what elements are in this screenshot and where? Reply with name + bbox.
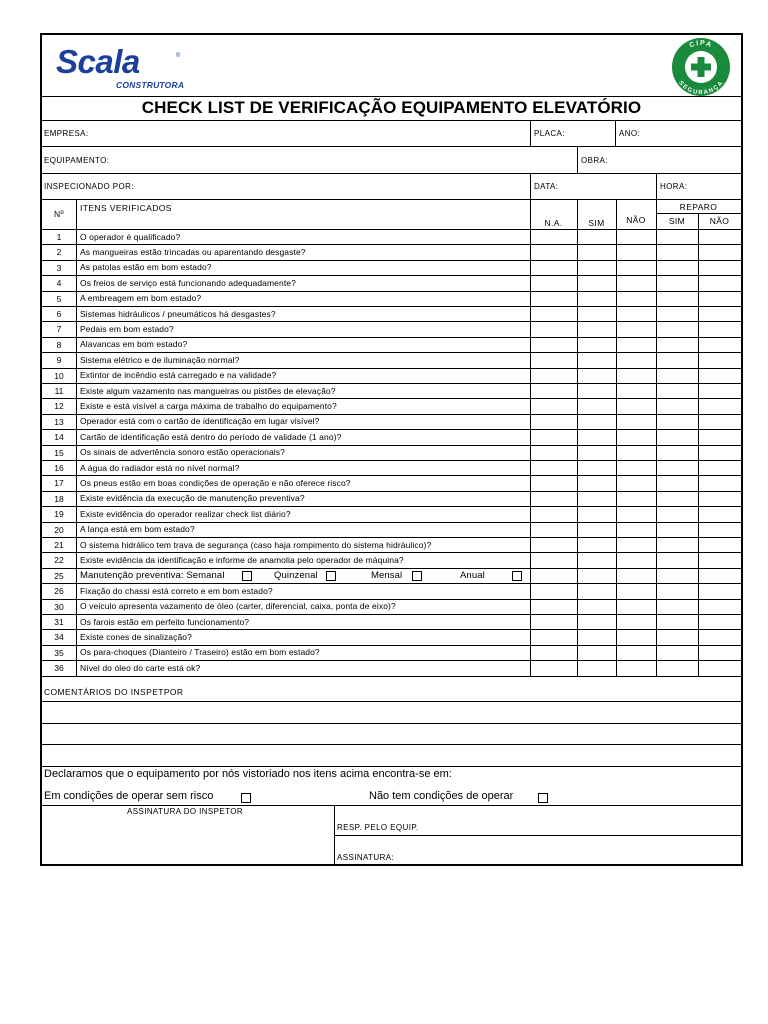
repair-nao-cell[interactable] <box>699 384 741 398</box>
repair-nao-cell[interactable] <box>699 322 741 336</box>
equipamento-label: EQUIPAMENTO: <box>44 156 110 165</box>
answer-nao-cell[interactable] <box>617 461 656 475</box>
item-question: Sistemas hidráulicos / pneumáticos há desgastes? <box>80 308 276 319</box>
answer-sim-cell[interactable] <box>578 615 616 629</box>
ano-label: ANO: <box>619 129 641 138</box>
answer-nao-cell[interactable] <box>617 661 656 675</box>
company-logo <box>56 43 186 93</box>
repair-sim-cell[interactable] <box>657 369 698 383</box>
repair-sim-cell[interactable] <box>657 230 698 244</box>
answer-sim-cell[interactable] <box>578 600 616 614</box>
answer-na-cell[interactable] <box>531 507 577 521</box>
answer-sim-cell[interactable] <box>578 569 616 583</box>
item-number: 26 <box>54 586 64 597</box>
repair-nao-cell[interactable] <box>699 261 741 275</box>
repair-sim-cell[interactable] <box>657 661 698 675</box>
answer-na-cell[interactable] <box>531 584 577 598</box>
item-number: 35 <box>54 647 64 658</box>
repair-nao-cell[interactable] <box>699 476 741 490</box>
answer-nao-cell[interactable] <box>617 353 656 367</box>
answer-sim-cell[interactable] <box>578 630 616 644</box>
item-number: 21 <box>54 540 64 550</box>
item-question: O sistema hidrálico tem trava de segurança (caso haja rompimento do sistema hidráulico)? <box>80 539 432 550</box>
answer-nao-cell[interactable] <box>617 507 656 521</box>
answer-sim-cell[interactable] <box>578 461 616 475</box>
repair-sim-cell[interactable] <box>657 492 698 506</box>
repair-nao-cell[interactable] <box>699 292 741 306</box>
answer-sim-cell[interactable] <box>578 261 616 275</box>
repair-nao-cell[interactable] <box>699 245 741 259</box>
answer-nao-cell[interactable] <box>617 245 656 259</box>
inspector-signature-field[interactable] <box>42 817 334 865</box>
item-question: Os sinais de advertência sonoro estão operacionais? <box>80 447 285 458</box>
repair-sim-cell[interactable] <box>657 615 698 629</box>
item-question: A lança está em bom estado? <box>80 524 195 535</box>
item-number: 34 <box>54 632 64 643</box>
answer-sim-cell[interactable] <box>578 369 616 383</box>
repair-nao-cell[interactable] <box>699 553 741 567</box>
answer-na-cell[interactable] <box>531 461 577 475</box>
item-number: 2 <box>56 247 62 258</box>
item-question: O veiculo apresenta vazamento de óleo (carter, diferencial, caixa, ponta de eixo)? <box>80 601 396 612</box>
repair-sim-cell[interactable] <box>657 600 698 614</box>
badge-bottom-text: SEGURANÇA <box>677 80 725 97</box>
repair-nao-cell[interactable] <box>699 492 741 506</box>
repair-sim-cell[interactable] <box>657 461 698 475</box>
repair-sim-cell[interactable] <box>657 322 698 336</box>
answer-sim-cell[interactable] <box>578 430 616 444</box>
item-number: 7 <box>56 324 62 335</box>
col-na-header: N.A. <box>544 218 563 228</box>
answer-sim-cell[interactable] <box>578 399 616 413</box>
item-number: 19 <box>54 509 64 520</box>
signature-label: ASSINATURA: <box>337 853 395 862</box>
answer-sim-cell[interactable] <box>578 646 616 660</box>
item-question: Existe algum vazamento nas mangueiras ou pistões de elevação? <box>80 385 336 396</box>
answer-sim-cell[interactable] <box>578 292 616 306</box>
repair-sim-cell[interactable] <box>657 446 698 460</box>
item-number: 22 <box>54 555 64 566</box>
repair-sim-cell[interactable] <box>657 646 698 660</box>
answer-nao-cell[interactable] <box>617 384 656 398</box>
answer-nao-cell[interactable] <box>617 630 656 644</box>
answer-na-cell[interactable] <box>531 492 577 506</box>
item-number: 18 <box>54 493 64 504</box>
repair-sim-cell[interactable] <box>657 630 698 644</box>
answer-na-cell[interactable] <box>531 646 577 660</box>
item-number: 15 <box>54 447 64 458</box>
item-question: Existe evidência da execução de manutenção preventiva? <box>80 493 305 504</box>
item-number: 10 <box>54 370 64 381</box>
answer-na-cell[interactable] <box>531 230 577 244</box>
repair-sim-cell[interactable] <box>657 507 698 521</box>
answer-nao-cell[interactable] <box>617 615 656 629</box>
repair-sim-cell[interactable] <box>657 553 698 567</box>
comment-line-1[interactable] <box>42 701 741 723</box>
repair-sim-cell[interactable] <box>657 584 698 598</box>
answer-na-cell[interactable] <box>531 292 577 306</box>
answer-na-cell[interactable] <box>531 307 577 321</box>
repair-nao-cell[interactable] <box>699 415 741 429</box>
answer-sim-cell[interactable] <box>578 492 616 506</box>
answer-nao-cell[interactable] <box>617 523 656 537</box>
resp-equip-label: RESP. PELO EQUIP. <box>337 823 419 832</box>
repair-nao-cell[interactable] <box>699 276 741 290</box>
answer-sim-cell[interactable] <box>578 446 616 460</box>
repair-nao-cell[interactable] <box>699 507 741 521</box>
item-question: Existe evidência da identificação e informe de anamolia pelo operador de máquina? <box>80 554 404 565</box>
option-not-ok-checkbox[interactable] <box>538 793 548 803</box>
answer-nao-cell[interactable] <box>617 322 656 336</box>
repair-nao-cell[interactable] <box>699 569 741 583</box>
answer-nao-cell[interactable] <box>617 646 656 660</box>
item-number: 17 <box>54 478 64 489</box>
repair-sim-cell[interactable] <box>657 245 698 259</box>
item-number: 12 <box>54 401 64 412</box>
item-number: 6 <box>56 309 62 319</box>
item-question: Os para-choques (Dianteiro / Traseiro) estão em bom estado? <box>80 647 320 658</box>
item-question: Extintor de incêndio está carregado e na validade? <box>80 370 277 381</box>
answer-sim-cell[interactable] <box>578 476 616 490</box>
item-number: 9 <box>56 355 62 366</box>
answer-na-cell[interactable] <box>531 399 577 413</box>
answer-nao-cell[interactable] <box>617 430 656 444</box>
inspector-signature-label: ASSINATURA DO INSPETOR <box>127 807 244 816</box>
item-number: 30 <box>54 601 64 612</box>
answer-na-cell[interactable] <box>531 569 577 583</box>
col-reparo-header: REPARO <box>679 202 718 212</box>
repair-nao-cell[interactable] <box>699 646 741 660</box>
repair-sim-cell[interactable] <box>657 430 698 444</box>
repair-nao-cell[interactable] <box>699 430 741 444</box>
answer-na-cell[interactable] <box>531 415 577 429</box>
col-reparo-nao-header: NÃO <box>709 216 730 226</box>
item-question: Fixação do chassi está correto e em bom estado? <box>80 585 273 596</box>
answer-na-cell[interactable] <box>531 353 577 367</box>
answer-sim-cell[interactable] <box>578 322 616 336</box>
answer-na-cell[interactable] <box>531 369 577 383</box>
answer-sim-cell[interactable] <box>578 338 616 352</box>
col-numero-header: Nº <box>53 209 65 219</box>
col-itens-header: ITENS VERIFICADOS <box>80 203 172 213</box>
maintenance-anual-checkbox[interactable] <box>512 571 522 581</box>
answer-nao-cell[interactable] <box>617 600 656 614</box>
item-question: A embreagem em bom estado? <box>80 293 202 304</box>
hora-label: HORA: <box>660 182 688 191</box>
maintenance-quinzenal-label: Quinzenal <box>274 569 318 581</box>
repair-nao-cell[interactable] <box>699 523 741 537</box>
answer-nao-cell[interactable] <box>617 415 656 429</box>
checklist-form <box>40 33 743 866</box>
answer-nao-cell[interactable] <box>617 276 656 290</box>
repair-nao-cell[interactable] <box>699 615 741 629</box>
answer-sim-cell[interactable] <box>578 553 616 567</box>
item-question: A água do radiador está no nível normal? <box>80 462 240 473</box>
page-title: CHECK LIST DE VERIFICAÇÃO EQUIPAMENTO ELEVATÓRIO <box>141 98 642 117</box>
answer-na-cell[interactable] <box>531 446 577 460</box>
repair-sim-cell[interactable] <box>657 384 698 398</box>
badge-top-text: CIPA <box>688 39 714 50</box>
col-reparo-sim-header: SIM <box>668 216 686 226</box>
item-question: Existe cones de sinalização? <box>80 631 192 642</box>
logo-subtitle: CONSTRUTORA <box>116 80 185 90</box>
repair-sim-cell[interactable] <box>657 261 698 275</box>
answer-nao-cell[interactable] <box>617 492 656 506</box>
inspecionado-label: INSPECIONADO POR: <box>44 182 134 191</box>
repair-nao-cell[interactable] <box>699 230 741 244</box>
item-number: 20 <box>54 524 64 535</box>
answer-na-cell[interactable] <box>531 630 577 644</box>
answer-na-cell[interactable] <box>531 476 577 490</box>
answer-nao-cell[interactable] <box>617 538 656 552</box>
repair-sim-cell[interactable] <box>657 292 698 306</box>
repair-nao-cell[interactable] <box>699 338 741 352</box>
answer-na-cell[interactable] <box>531 322 577 336</box>
repair-sim-cell[interactable] <box>657 338 698 352</box>
answer-sim-cell[interactable] <box>578 538 616 552</box>
repair-sim-cell[interactable] <box>657 476 698 490</box>
maintenance-semanal-label: Manutenção preventiva: Semanal <box>80 569 225 581</box>
repair-nao-cell[interactable] <box>699 661 741 675</box>
answer-na-cell[interactable] <box>531 384 577 398</box>
option-not-ok-label: Não tem condições de operar <box>369 790 514 802</box>
answer-sim-cell[interactable] <box>578 523 616 537</box>
comment-line-3[interactable] <box>42 744 741 766</box>
cipa-safety-badge-icon <box>669 37 733 97</box>
repair-nao-cell[interactable] <box>699 399 741 413</box>
answer-nao-cell[interactable] <box>617 553 656 567</box>
item-number: 31 <box>54 617 64 627</box>
answer-nao-cell[interactable] <box>617 261 656 275</box>
item-question: O operador é qualificado? <box>80 231 181 242</box>
answer-na-cell[interactable] <box>531 661 577 675</box>
item-question: Pedais em bom estado? <box>80 323 174 334</box>
item-question: Cartão de identificação está dentro do período de validade (1 ano)? <box>80 431 342 442</box>
answer-na-cell[interactable] <box>531 430 577 444</box>
maintenance-mensal-checkbox[interactable] <box>412 571 422 581</box>
repair-nao-cell[interactable] <box>699 369 741 383</box>
answer-na-cell[interactable] <box>531 553 577 567</box>
maintenance-mensal-label: Mensal <box>371 569 403 581</box>
item-number: 11 <box>54 386 64 396</box>
repair-nao-cell[interactable] <box>699 584 741 598</box>
answer-nao-cell[interactable] <box>617 399 656 413</box>
answer-nao-cell[interactable] <box>617 584 656 598</box>
answer-na-cell[interactable] <box>531 245 577 259</box>
answer-sim-cell[interactable] <box>578 384 616 398</box>
answer-nao-cell[interactable] <box>617 230 656 244</box>
item-number: 8 <box>56 339 62 350</box>
answer-sim-cell[interactable] <box>578 245 616 259</box>
comment-line-2[interactable] <box>42 723 741 744</box>
declaration-text: Declaramos que o equipamento por nós vistoriado nos itens acima encontra-se em: <box>44 768 452 780</box>
answer-sim-cell[interactable] <box>578 507 616 521</box>
repair-nao-cell[interactable] <box>699 353 741 367</box>
repair-sim-cell[interactable] <box>657 307 698 321</box>
item-question: Os pneus estão em boas condições de operação e não oferece risco? <box>80 477 351 488</box>
item-question: Existe e está visível a carga máxima de trabalho do equipamento? <box>80 400 337 411</box>
answer-na-cell[interactable] <box>531 600 577 614</box>
item-number: 5 <box>56 293 62 304</box>
repair-nao-cell[interactable] <box>699 446 741 460</box>
repair-sim-cell[interactable] <box>657 276 698 290</box>
repair-sim-cell[interactable] <box>657 523 698 537</box>
item-question: As mangueiras estão trincadas ou aparentando desgaste? <box>80 246 306 257</box>
repair-sim-cell[interactable] <box>657 399 698 413</box>
logo-registered-mark: ® <box>176 53 181 59</box>
comments-label: COMENTÁRIOS DO INSPETPOR <box>44 687 184 697</box>
item-number: 16 <box>54 463 64 473</box>
item-question: Os farois estão em perfeito funcionamento? <box>80 616 250 627</box>
item-number: 25 <box>54 570 64 581</box>
item-number: 14 <box>54 432 64 443</box>
item-number: 13 <box>54 416 64 427</box>
answer-na-cell[interactable] <box>531 615 577 629</box>
item-number: 3 <box>56 262 62 273</box>
repair-sim-cell[interactable] <box>657 538 698 552</box>
placa-label: PLACA: <box>534 129 565 138</box>
item-number: 36 <box>54 663 64 674</box>
answer-sim-cell[interactable] <box>578 415 616 429</box>
repair-sim-cell[interactable] <box>657 569 698 583</box>
answer-nao-cell[interactable] <box>617 569 656 583</box>
answer-na-cell[interactable] <box>531 523 577 537</box>
answer-sim-cell[interactable] <box>578 230 616 244</box>
answer-na-cell[interactable] <box>531 338 577 352</box>
item-question: As patolas estão em bom estado? <box>80 262 212 273</box>
answer-nao-cell[interactable] <box>617 307 656 321</box>
col-nao-header: NÃO <box>626 215 646 225</box>
answer-nao-cell[interactable] <box>617 292 656 306</box>
repair-nao-cell[interactable] <box>699 461 741 475</box>
repair-sim-cell[interactable] <box>657 415 698 429</box>
answer-sim-cell[interactable] <box>578 661 616 675</box>
item-number: 1 <box>56 232 62 242</box>
answer-sim-cell[interactable] <box>578 276 616 290</box>
data-label: DATA: <box>534 182 559 191</box>
empresa-label: EMPRESA: <box>44 129 89 138</box>
repair-nao-cell[interactable] <box>699 630 741 644</box>
maintenance-semanal-checkbox[interactable] <box>242 571 252 581</box>
answer-sim-cell[interactable] <box>578 307 616 321</box>
answer-nao-cell[interactable] <box>617 369 656 383</box>
item-question: Sistema elétrico e de iluminação normal? <box>80 354 240 365</box>
answer-nao-cell[interactable] <box>617 338 656 352</box>
item-number: 4 <box>56 278 62 289</box>
answer-na-cell[interactable] <box>531 538 577 552</box>
answer-sim-cell[interactable] <box>578 353 616 367</box>
repair-nao-cell[interactable] <box>699 307 741 321</box>
answer-nao-cell[interactable] <box>617 446 656 460</box>
option-ok-checkbox[interactable] <box>241 793 251 803</box>
item-question: Existe evidência do operador realizar check list diário? <box>80 508 291 519</box>
answer-na-cell[interactable] <box>531 261 577 275</box>
repair-nao-cell[interactable] <box>699 538 741 552</box>
repair-sim-cell[interactable] <box>657 353 698 367</box>
answer-na-cell[interactable] <box>531 276 577 290</box>
answer-nao-cell[interactable] <box>617 476 656 490</box>
item-question: Nível do óleo do carte está ok? <box>80 662 201 673</box>
item-question: Operador está com o cartão de identificação em lugar visível? <box>80 416 320 427</box>
option-ok-label: Em condições de operar sem risco <box>44 790 214 802</box>
maintenance-quinzenal-checkbox[interactable] <box>326 571 336 581</box>
col-sim-header: SIM <box>588 218 605 228</box>
item-question: Os freios de serviço está funcionando adequadamente? <box>80 277 296 288</box>
item-question: Alavancas em bom estado? <box>80 339 188 350</box>
answer-sim-cell[interactable] <box>578 584 616 598</box>
logo-wordmark: Scala <box>56 43 140 80</box>
maintenance-anual-label: Anual <box>460 569 485 581</box>
repair-nao-cell[interactable] <box>699 600 741 614</box>
obra-label: OBRA: <box>581 156 608 165</box>
